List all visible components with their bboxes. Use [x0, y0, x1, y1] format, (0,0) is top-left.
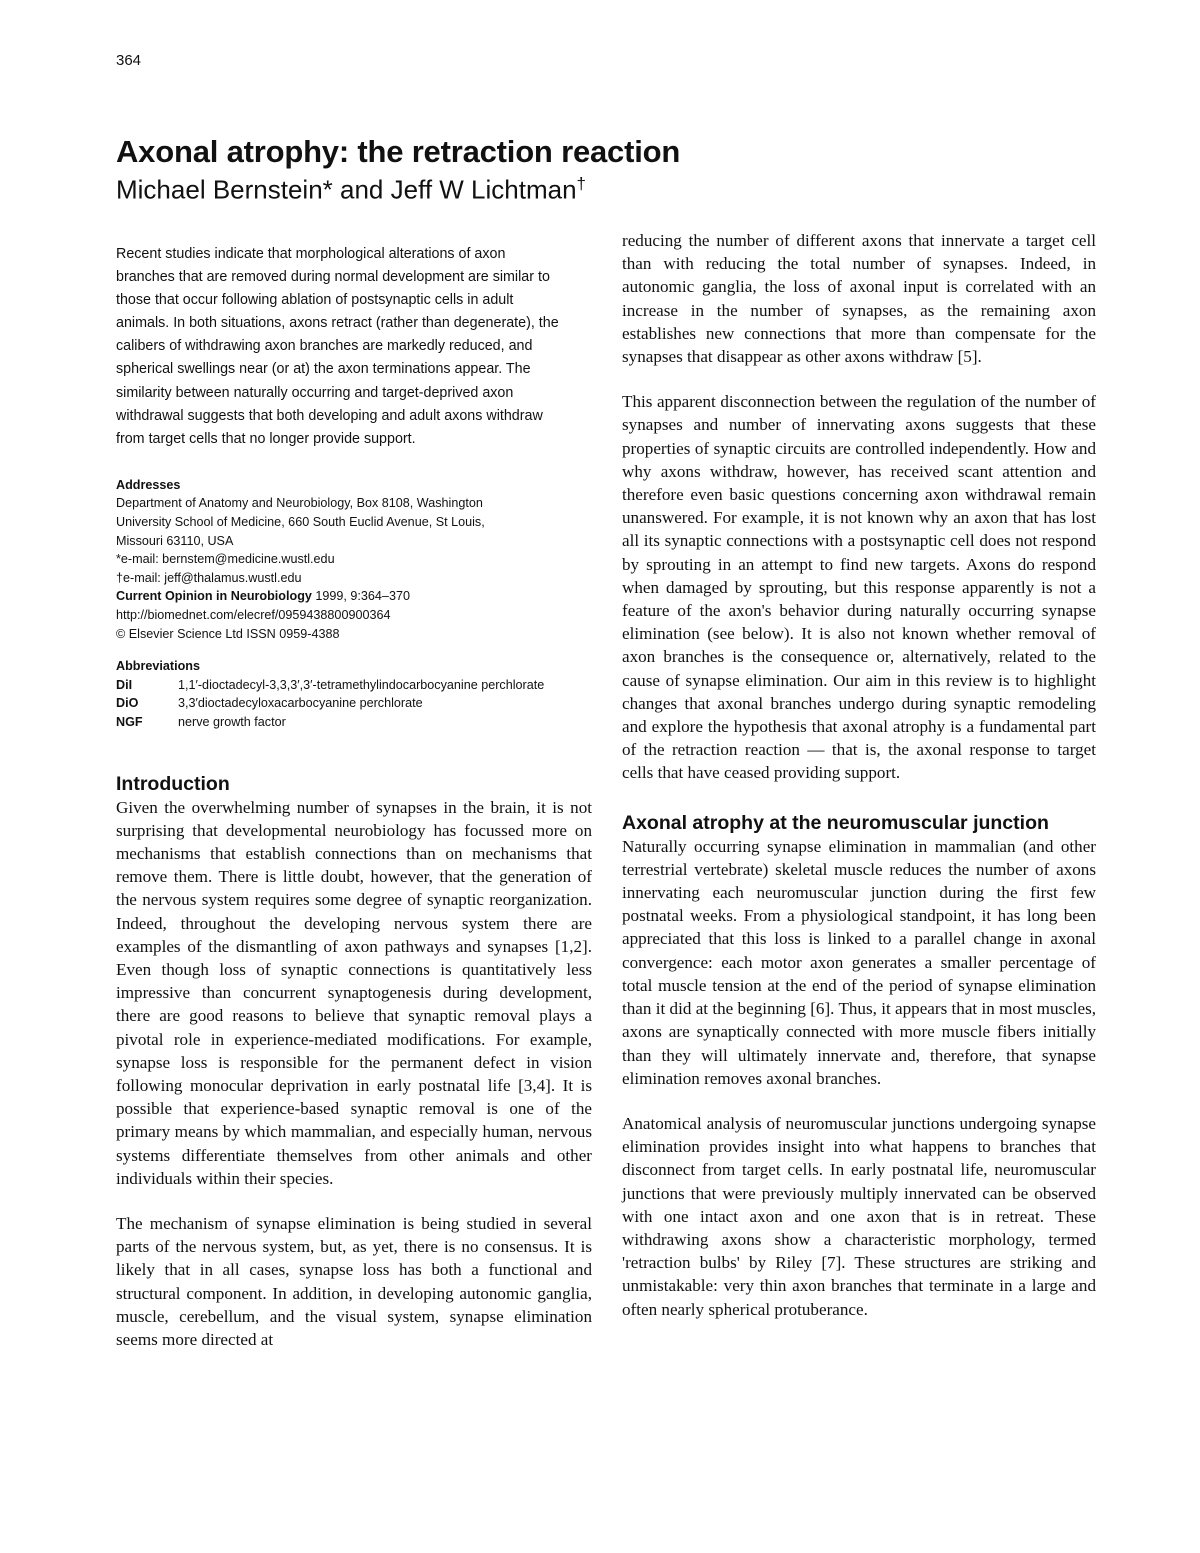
abbreviation-term: DiO [116, 696, 139, 711]
introduction-heading: Introduction [116, 772, 230, 795]
journal-citation [116, 587, 592, 606]
page-number: 364 [116, 52, 142, 69]
article-metadata [116, 476, 592, 732]
address-line: University School of Medicine, 660 South Euclid Avenue, St Louis, [116, 515, 485, 530]
address-line: Department of Anatomy and Neurobiology, Box 8108, Washington [116, 496, 483, 511]
abbreviation-row [116, 713, 592, 732]
introduction-paragraph-continued: reducing the number of different axons that innervate a target cell than with reducing the total number of synapses. Indeed, in autonomic ganglia, the loss of axonal input is correlated with an increase in the number of synapses, as the remaining axon establishes new connections that more than compensate for the synapses that disappear as other axons withdraw [5]. [622, 231, 1096, 367]
left-column [116, 243, 592, 1351]
article-url: http://biomednet.com/elecref/0959438800900364 [116, 608, 391, 622]
right-column [622, 229, 1096, 1321]
nmj-paragraph: Anatomical analysis of neuromuscular junctions undergoing synapse elimination provides insight into what happens to branches that disconnect from target cells. In early postnatal life, neuromuscular junctions that were previously multiply innervated can be observed with one intact axon and one axon that is in retreat. These withdrawing axons show a characteristic morphology, termed 'retraction bulbs' by Riley [7]. These structures are striking and unmistakable: very thin axon branches that terminate in a large and often nearly spherical protuberance. [622, 1113, 1096, 1319]
journal-name: Current Opinion in Neurobiology [116, 589, 312, 604]
nmj-paragraph: Naturally occurring synapse elimination in mammalian (and other terrestrial vertebrate) skeletal muscle reduces the number of axons innervating each neuromuscular junction during the first few postnatal weeks. From a physiological standpoint, it has long been appreciated that this loss is linked to a parallel change in axonal convergence: each motor axon generates a smaller percentage of total muscle tension at the end of the period of synapse elimination than it did at the beginning [6]. Thus, it appears that in most muscles, axons are synaptically connected with more muscle fibers initially than they will ultimately innervate and, therefore, that synapse elimination removes axonal branches. [622, 836, 1096, 1088]
abbreviation-row [116, 694, 592, 713]
author-name: Michael Bernstein [116, 174, 323, 205]
email-line: *e-mail: bernstem@medicine.wustl.edu [116, 552, 335, 567]
abstract: Recent studies indicate that morphological alterations of axon branches that are removed during normal development are similar to those that occur following ablation of postsynaptic cells in adult animals. In both situations, axons retract (rather than degenerate), the calibers of withdrawing axon branches are markedly reduced, and spherical swellings near (or at) the axon terminations appear. The similarity between naturally occurring and target-deprived axon withdrawal suggests that both developing and adult axons withdraw from target cells that no longer provide support. [116, 246, 559, 447]
author-line [116, 174, 586, 206]
article-title: Axonal atrophy: the retraction reaction [116, 134, 681, 169]
addresses-heading: Addresses [116, 477, 181, 492]
email-line: †e-mail: jeff@thalamus.wustl.edu [116, 570, 302, 585]
abbreviations-heading: Abbreviations [116, 659, 200, 674]
abbreviation-term: DiI [116, 677, 133, 692]
author-mark: * [322, 174, 333, 205]
author-mark: † [576, 174, 587, 193]
nmj-section-heading: Axonal atrophy at the neuromuscular junction [622, 811, 1049, 834]
author-separator: and [332, 174, 391, 205]
introduction-paragraph: This apparent disconnection between the regulation of the number of synapses and number of innervating axons suggests that these properties of synaptic circuits are controlled independently. How and why axons withdraw, however, has received scant attention and therefore even basic questions concerning axon withdrawal remain unanswered. For example, it is not known why an axon that has lost all its synaptic connections with a postsynaptic cell does not respond by sprouting in an attempt to find new targets. Axons do respond when damaged by sprouting, but this response apparently is not a feature of the axon's behavior during naturally occurring synapse elimination (see below). It is also not known whether removal of axon branches is the consequence or, alternatively, related to the cause of synapse elimination. Our aim in this review is to highlight changes that axonal branches undergo during synaptic remodeling and explore the hypothesis that axonal atrophy is a fundamental part of the retraction reaction — that is, the axonal response to target cells that have ceased providing support. [622, 392, 1096, 783]
abbreviation-row [116, 676, 592, 695]
abbreviation-definition: 1,1′-dioctadecyl-3,3,3′,3′-tetramethylindocarbocyanine perchlorate [178, 677, 545, 692]
copyright: © Elsevier Science Ltd ISSN 0959-4388 [116, 626, 340, 641]
address-line: Missouri 63110, USA [116, 533, 234, 548]
abbreviation-definition: 3,3′dioctadecyloxacarbocyanine perchlorate [178, 696, 423, 711]
introduction-paragraph: Given the overwhelming number of synapses in the brain, it is not surprising that developmental neurobiology has focussed more on mechanisms that establish connections than on mechanisms that remove them. There is little doubt, however, that the generation of the nervous system requires some degree of synaptic reorganization. Indeed, throughout the developing nervous system there are examples of the dismantling of axon pathways and synapses [1,2]. Even though loss of synaptic connections is quantitatively less impressive than concurrent synaptogenesis during development, there are good reasons to believe that synaptic removal plays a pivotal role in experience-mediated modifications. For example, synapse loss is responsible for the permanent defect in vision following monocular deprivation in early postnatal life [3,4]. It is possible that experience-based synaptic removal is one of the primary means by which mammalian, and especially human, nervous systems differentiate themselves from other animals and other individuals within their species. [116, 797, 592, 1188]
citation-details: 1999, 9:364–370 [311, 589, 410, 604]
introduction-paragraph: The mechanism of synapse elimination is being studied in several parts of the nervous system, but, as yet, there is no consensus. It is likely that in all cases, synapse loss has both a functional and structural component. In addition, in developing autonomic ganglia, muscle, cerebellum, and the visual system, synapse elimination seems more directed at [116, 1214, 592, 1350]
abbreviation-definition: nerve growth factor [178, 714, 286, 729]
author-name: Jeff W Lichtman [390, 174, 577, 205]
abbreviation-term: NGF [116, 714, 143, 729]
